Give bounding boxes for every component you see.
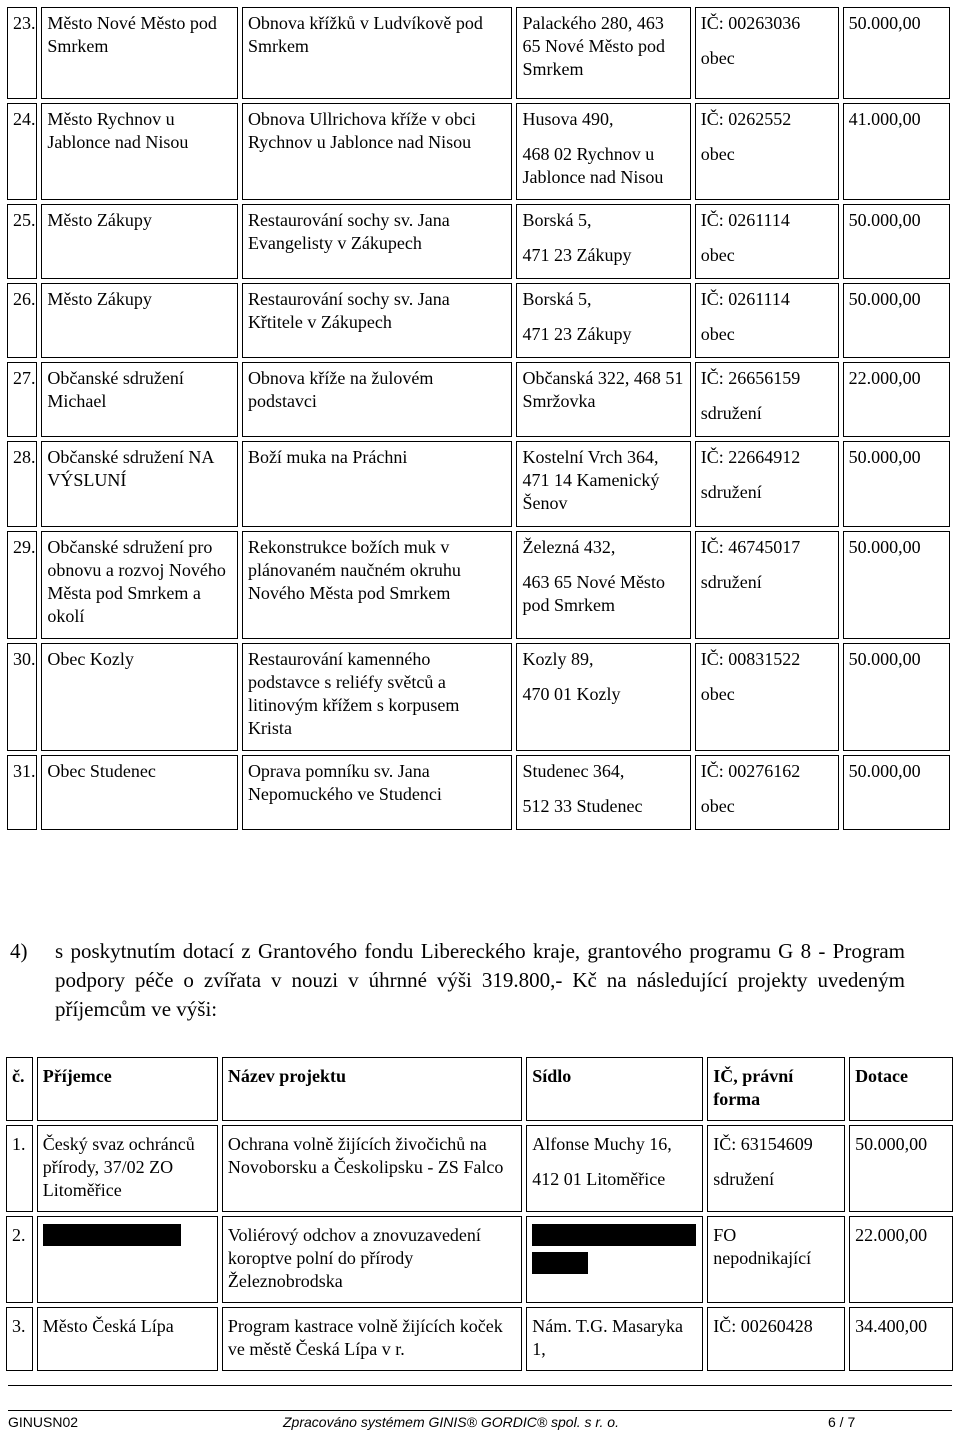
ic-number: IČ: 22664912 — [700, 447, 801, 467]
cell-amount — [843, 283, 950, 358]
redacted-seat — [532, 1224, 696, 1246]
subsidy-amount: 50.000,00 — [848, 447, 921, 467]
subsidy-amount: 41.000,00 — [848, 109, 921, 129]
cell-seat — [526, 1216, 703, 1303]
header-ic-form: IČ, právní forma — [707, 1057, 845, 1121]
cell-number — [7, 204, 37, 279]
subsidy-amount: 50.000,00 — [848, 649, 921, 669]
seat-line-2: 412 01 Litoměřice — [532, 1169, 666, 1189]
project-name: Voliérový odchov a znovuzavedení koroptve polní do přírody Železnobrodska — [227, 1225, 481, 1291]
seat-line-2: 471 23 Zákupy — [522, 324, 632, 344]
table-row — [7, 531, 950, 639]
table-row — [6, 1216, 953, 1303]
project-name: Obnova křížků v Ludvíkově pod Smrkem — [247, 13, 483, 56]
seat-line-2: 468 02 Rychnov u Jablonce nad Nisou — [522, 144, 664, 187]
cell-seat — [516, 441, 690, 527]
project-name: Restaurování kamenného podstavce s reliéfy světců a litinovým křížem s korpusem Krista — [247, 649, 460, 738]
row-number: 24. — [13, 109, 36, 129]
cell-amount — [843, 643, 950, 751]
project-name: Obnova kříže na žulovém podstavci — [247, 368, 434, 411]
cell-project — [242, 103, 513, 200]
cell-amount — [849, 1216, 953, 1303]
cell-ic-form — [695, 283, 839, 358]
recipient-name: Město Zákupy — [47, 210, 152, 230]
redacted-recipient — [43, 1224, 181, 1246]
cell-ic-form — [695, 7, 839, 99]
row-number: 27. — [13, 368, 36, 388]
cell-number — [6, 1125, 33, 1212]
legal-form: obec — [700, 684, 735, 704]
subsidy-amount: 22.000,00 — [848, 368, 921, 388]
row-number: 31. — [13, 761, 36, 781]
subsidy-amount: 34.400,00 — [855, 1316, 928, 1336]
table-row — [7, 283, 950, 358]
table-row — [7, 755, 950, 830]
seat-line-1: Železná 432, — [522, 537, 616, 557]
row-number: 3. — [12, 1316, 26, 1336]
legal-form: nepodnikající — [713, 1248, 812, 1268]
cell-project — [242, 362, 513, 437]
cell-ic-form — [695, 103, 839, 200]
ic-number: IČ: 0261114 — [700, 289, 790, 309]
ic-number: FO — [713, 1225, 737, 1245]
legal-form: sdružení — [713, 1169, 775, 1189]
cell-project — [242, 441, 513, 527]
row-number: 2. — [12, 1225, 26, 1245]
cell-ic-form — [695, 362, 839, 437]
project-name: Restaurování sochy sv. Jana Evangelisty v Zákupech — [247, 210, 450, 253]
seat-line-1: Studenec 364, — [522, 761, 625, 781]
recipient-name: Město Zákupy — [47, 289, 152, 309]
cell-number — [7, 103, 37, 200]
cell-ic-form — [695, 531, 839, 639]
project-name: Program kastrace volně žijících koček ve městě Česká Lípa v r. — [227, 1316, 503, 1359]
table-row — [7, 643, 950, 751]
cell-project — [242, 283, 513, 358]
cell-number — [7, 362, 37, 437]
cell-number — [7, 531, 37, 639]
header-amount: Dotace — [849, 1057, 953, 1121]
cell-number — [7, 643, 37, 751]
ic-number: IČ: 0261114 — [700, 210, 790, 230]
subsidy-table-continued — [3, 3, 954, 834]
cell-number — [6, 1307, 33, 1371]
cell-project — [242, 7, 513, 99]
ic-number: IČ: 63154609 — [713, 1134, 813, 1154]
project-name: Rekonstrukce božích muk v plánovaném naučném okruhu Nového Města pod Smrkem — [247, 537, 461, 603]
cell-amount — [843, 362, 950, 437]
cell-number — [7, 755, 37, 830]
table-row — [7, 204, 950, 279]
ic-number: IČ: 46745017 — [700, 537, 801, 557]
cell-ic-form — [707, 1307, 845, 1371]
project-name: Oprava pomníku sv. Jana Nepomuckého ve Studenci — [247, 761, 442, 804]
paragraph-text: s poskytnutím dotací z Grantového fondu Libereckého kraje, grantového programu G 8 - Program podpory péče o zvířata v nouzi v úhrnné výši 319.800,- Kč na následující projekty uvedeným příjemcům ve výši: — [55, 939, 905, 1021]
seat-line-1: Palackého 280, 463 65 Nové Město pod Smrkem — [522, 13, 665, 79]
cell-project — [242, 755, 513, 830]
paragraph-number: 4) — [10, 939, 28, 963]
legal-form: obec — [700, 796, 735, 816]
subsidy-amount: 22.000,00 — [855, 1225, 928, 1245]
cell-seat — [516, 755, 690, 830]
footer-page-number: 6 / 7 — [828, 1414, 856, 1430]
legal-form: sdružení — [700, 482, 762, 502]
cell-project — [242, 643, 513, 751]
row-number: 23. — [13, 13, 36, 33]
ic-number: IČ: 00263036 — [700, 13, 801, 33]
cell-amount — [843, 531, 950, 639]
cell-recipient — [37, 1216, 218, 1303]
row-number: 28. — [13, 447, 36, 467]
subsidy-amount: 50.000,00 — [848, 761, 921, 781]
legal-form: obec — [700, 245, 735, 265]
header-project: Název projektu — [222, 1057, 522, 1121]
recipient-name: Český svaz ochránců přírody, 37/02 ZO Litoměřice — [42, 1134, 195, 1200]
cell-recipient — [41, 7, 238, 99]
subsidy-amount: 50.000,00 — [848, 210, 921, 230]
cell-number — [6, 1216, 33, 1303]
recipient-name: Občanské sdružení Michael — [47, 368, 184, 411]
project-name: Boží muka na Práchni — [247, 447, 408, 467]
subsidy-amount: 50.000,00 — [848, 13, 921, 33]
recipient-name: Město Nové Město pod Smrkem — [47, 13, 217, 56]
legal-form: obec — [700, 48, 735, 68]
row-number: 26. — [13, 289, 36, 309]
cell-seat — [516, 204, 690, 279]
cell-seat — [526, 1125, 703, 1212]
cell-amount — [843, 7, 950, 99]
legal-form: sdružení — [700, 572, 762, 592]
cell-project — [242, 204, 513, 279]
cell-recipient — [41, 283, 238, 358]
cell-ic-form — [707, 1125, 845, 1212]
cell-ic-form — [695, 643, 839, 751]
seat-line-2: 463 65 Nové Město pod Smrkem — [522, 572, 665, 615]
seat-line-1: Husova 490, — [522, 109, 614, 129]
cell-seat — [516, 531, 690, 639]
cell-seat — [516, 103, 690, 200]
recipient-name: Obec Kozly — [47, 649, 134, 669]
project-name: Obnova Ullrichova kříže v obci Rychnov u Jablonce nad Nisou — [247, 109, 476, 152]
seat-line-1: Borská 5, — [522, 289, 592, 309]
subsidy-amount: 50.000,00 — [848, 537, 921, 557]
recipient-name: Obec Studenec — [47, 761, 156, 781]
row-number: 29. — [13, 537, 36, 557]
header-no: č. — [6, 1057, 33, 1121]
page-footer — [8, 1410, 952, 1430]
redacted-seat — [532, 1252, 588, 1274]
cell-ic-form — [695, 441, 839, 527]
table-row — [7, 441, 950, 527]
table-row — [6, 1307, 953, 1371]
ic-number: IČ: 26656159 — [700, 368, 801, 388]
cell-project — [222, 1307, 522, 1371]
recipient-name: Město Rychnov u Jablonce nad Nisou — [47, 109, 189, 152]
cell-amount — [843, 103, 950, 200]
page-bottom-rule — [8, 1385, 952, 1386]
seat-line-2: 471 23 Zákupy — [522, 245, 632, 265]
cell-seat — [526, 1307, 703, 1371]
cell-ic-form — [707, 1216, 845, 1303]
header-seat: Sídlo — [526, 1057, 703, 1121]
cell-amount — [849, 1307, 953, 1371]
table-header-row — [6, 1057, 953, 1121]
row-number: 30. — [13, 649, 36, 669]
seat-line-1: Borská 5, — [522, 210, 592, 230]
cell-project — [222, 1216, 522, 1303]
seat-line-1: Kostelní Vrch 364, 471 14 Kamenický Šenov — [522, 447, 660, 513]
cell-recipient — [41, 103, 238, 200]
cell-recipient — [41, 531, 238, 639]
cell-seat — [516, 643, 690, 751]
cell-amount — [843, 204, 950, 279]
seat-line-1: Kozly 89, — [522, 649, 594, 669]
seat-line-2: 470 01 Kozly — [522, 684, 621, 704]
recipient-name: Město Česká Lípa — [42, 1316, 174, 1336]
cell-recipient — [41, 755, 238, 830]
table-row — [7, 103, 950, 200]
ic-number: IČ: 00276162 — [700, 761, 801, 781]
project-name: Ochrana volně žijících živočichů na Novoborsku a Českolipsku - ZS Falco — [227, 1134, 504, 1177]
table-row — [7, 362, 950, 437]
ic-number: IČ: 00260428 — [713, 1316, 813, 1336]
recipient-name: Občanské sdružení NA VÝSLUNÍ — [47, 447, 214, 490]
cell-recipient — [41, 204, 238, 279]
row-number: 1. — [12, 1134, 26, 1154]
table-row — [7, 7, 950, 99]
cell-number — [7, 7, 37, 99]
legal-form: obec — [700, 324, 735, 344]
seat-line-1: Nám. T.G. Masaryka 1, — [532, 1316, 684, 1359]
seat-line-1: Alfonse Muchy 16, — [532, 1134, 672, 1154]
seat-line-1: Občanská 322, 468 51 Smržovka — [522, 368, 684, 411]
cell-project — [222, 1125, 522, 1212]
legal-form: sdružení — [700, 403, 762, 423]
cell-seat — [516, 7, 690, 99]
cell-amount — [843, 755, 950, 830]
cell-recipient — [41, 441, 238, 527]
cell-recipient — [41, 362, 238, 437]
cell-amount — [849, 1125, 953, 1212]
row-number: 25. — [13, 210, 36, 230]
table-row — [6, 1125, 953, 1212]
header-recipient: Příjemce — [37, 1057, 218, 1121]
project-name: Restaurování sochy sv. Jana Křtitele v Zákupech — [247, 289, 450, 332]
ic-number: IČ: 0262552 — [700, 109, 792, 129]
subsidy-table-g8 — [2, 1053, 957, 1375]
cell-number — [7, 283, 37, 358]
cell-project — [242, 531, 513, 639]
cell-ic-form — [695, 755, 839, 830]
recipient-name: Občanské sdružení pro obnovu a rozvoj Nového Města pod Smrkem a okolí — [47, 537, 226, 626]
cell-amount — [843, 441, 950, 527]
ic-number: IČ: 00831522 — [700, 649, 801, 669]
seat-line-2: 512 33 Studenec — [522, 796, 643, 816]
cell-seat — [516, 362, 690, 437]
footer-doc-code: GINUSN02 — [8, 1414, 79, 1430]
cell-recipient — [37, 1307, 218, 1371]
cell-number — [7, 441, 37, 527]
cell-seat — [516, 283, 690, 358]
footer-generator: Zpracováno systémem GINIS® GORDIC® spol. s r. o. — [283, 1414, 619, 1430]
cell-recipient — [41, 643, 238, 751]
cell-ic-form — [695, 204, 839, 279]
subsidy-amount: 50.000,00 — [848, 289, 921, 309]
cell-recipient — [37, 1125, 218, 1212]
legal-form: obec — [700, 144, 735, 164]
subsidy-amount: 50.000,00 — [855, 1134, 928, 1154]
